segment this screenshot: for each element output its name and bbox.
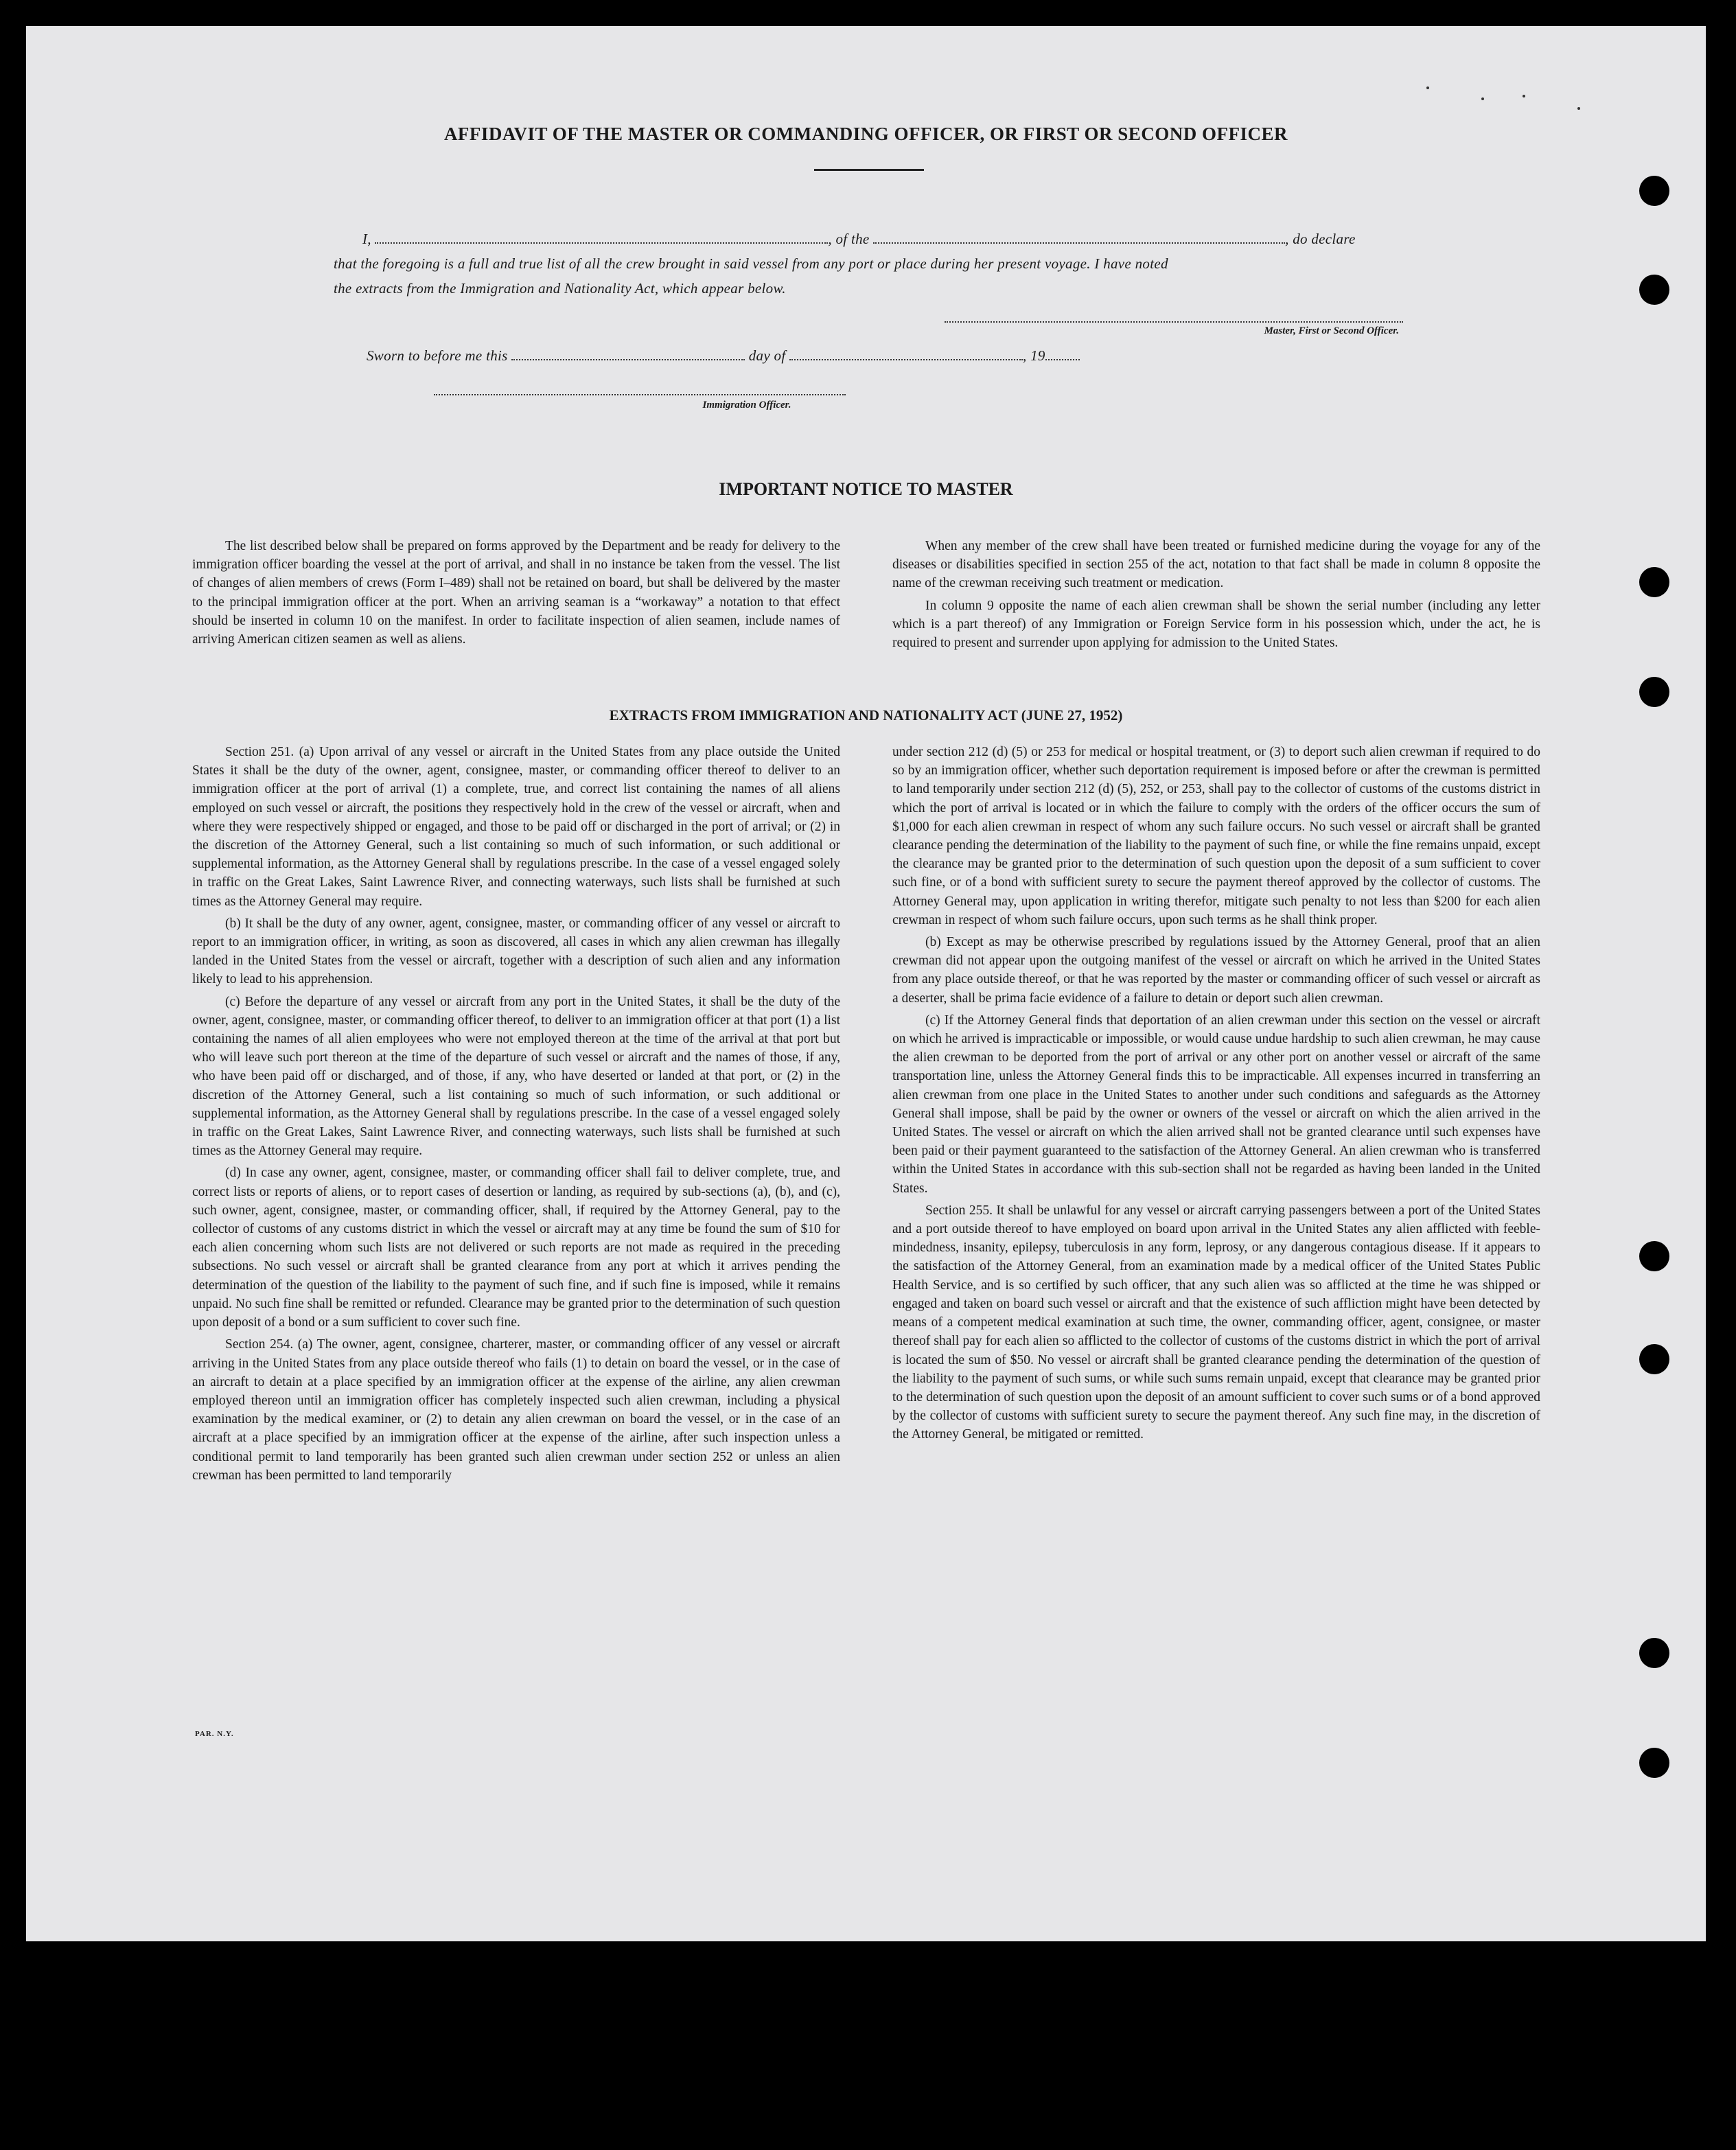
vessel-prefix: , of the: [828, 231, 870, 247]
notice-paragraph: The list described below shall be prepared on forms approved by the Department and be ready for delivery to the immigration officer boarding the vessel at the port of arrival, and shall in no instance be taken from the vessel. The list of changes of alien members of crews (Form I–489) shall not be retained on board, but shall be delivered by the master to the principal immigration officer at the port. When an arriving seaman is a “workaway” a notation to that effect should be inserted in column 10 on the manifest. In order to facilitate inspection of alien seamen, include names of arriving American citizen seamen as well as aliens.: [192, 539, 840, 647]
notice-right-column: [892, 537, 1540, 656]
punch-hole: [1639, 1241, 1669, 1271]
declaration-line-1: [362, 227, 1433, 251]
notice-heading: IMPORTANT NOTICE TO MASTER: [719, 479, 1013, 499]
printer-mark: PAR. N.Y.: [195, 1730, 234, 1738]
notice-paragraph: When any member of the crew shall have been treated or furnished medicine during the voyage for any of the diseases or disabilities specified in section 255 of the act, notation to that fact shall be made in column 8 opposite the name of the crewman receiving such treatment or medication.: [892, 539, 1540, 591]
declaration-line-2: that the foregoing is a full and true list of all the crew brought in said vessel from any port or place during her present voyage. I have noted: [334, 255, 1168, 272]
sworn-year-prefix: , 19: [1023, 347, 1045, 364]
scan-speck: [1523, 95, 1525, 97]
section-paragraph: Section 254. (a) The owner, agent, consignee, charterer, master, or commanding officer of any vessel or aircraft arriving in the United States from any place outside thereof who fails (1) to detain on board the vessel, or in the case of an aircraft to detain at a place specified by an immigration officer at the expense of the airline, any alien crewman employed thereon until an immigration officer has completely inspected such alien crewman, including a physical examination by the medical examiner, or (2) to detain any alien crewman on board the vessel, or in the case of an aircraft at a place specified by an immigration officer at the expense of the airline, after such inspection unless a conditional permit to land temporarily has been granted such alien crewman under section 252 or unless an alien crewman has been permitted to land temporarily: [192, 1337, 840, 1483]
master-signature-label: Master, First or Second Officer.: [1264, 325, 1399, 336]
affidavit-title: AFFIDAVIT OF THE MASTER OR COMMANDING OFFICER, OR FIRST OR SECOND OFFICER: [443, 124, 1288, 144]
document-page: [26, 26, 1706, 1941]
punch-hole: [1639, 275, 1669, 305]
section-paragraph: (b) Except as may be otherwise prescribed by regulations issued by the Attorney General, proof that an alien crewman did not appear upon the outgoing manifest of the vessel or aircraft on which he arrived in the United States from any place outside thereof, or that he was reported by the master or commanding officer of such vessel or aircraft as a deserter, shall be prima facie evidence of a failure to detain or deport such alien crewman.: [892, 935, 1540, 1006]
declaration-line-3: the extracts from the Immigration and Nationality Act, which appear below.: [334, 280, 786, 297]
section-paragraph: (c) If the Attorney General finds that deportation of an alien crewman under this section on the vessel or aircraft on which he arrived is impracticable or impossible, or would cause undue hardship to such alien crewman, he may cause the alien crewman to be deported from the port of arrival or any other port on another vessel or aircraft of the same transportation line, unless the Attorney General finds this to be impracticable. All expenses incurred in transferring an alien crewman from one place in the United States to another under such conditions and safeguards as the Attorney General shall impose, shall be paid by the owner or owners of the vessel or aircraft on which the alien arrived in the United States. The vessel or aircraft on which the alien arrived shall not be granted clearance until such expenses have been paid or their payment guaranteed to the satisfaction of the Attorney General. An alien crewman who is transferred within the United States in accordance with this sub-section shall not be regarded as having been landed in the United States.: [892, 1013, 1540, 1196]
declarant-name-field[interactable]: [375, 230, 828, 244]
declare-suffix: , do declare: [1285, 231, 1356, 247]
punch-hole: [1639, 567, 1669, 597]
sworn-month-field[interactable]: [789, 347, 1023, 360]
notice-paragraph: In column 9 opposite the name of each alien crewman shall be shown the serial number (including any letter which is a part thereof) of any Immigration or Foreign Service form in his possession which, under the act, he is required to present and surrender upon applying for admission to the United States.: [892, 598, 1540, 651]
section-paragraph: Section 251. (a) Upon arrival of any vessel or aircraft in the United States from any place outside the United States it shall be the duty of the owner, agent, consignee, master, or commanding officer thereof to deliver to an immigration officer at the port of arrival (1) a complete, true, and correct list containing the names of all aliens employed on such vessel or aircraft, the positions they respectively hold in the crew of the vessel or aircraft, when and where they were respectively shipped or engaged, and those to be paid off or discharged in the port of arrival; or (2) in the discretion of the Attorney General, such a list containing so much of such information, or such additional or supplemental information, as the Attorney General shall by regulations prescribe. In the case of a vessel engaged solely in traffic on the Great Lakes, Saint Lawrence River, and connecting waterways, such lists shall be furnished at such times as the Attorney General may require.: [192, 745, 840, 909]
officer-signature-label: Immigration Officer.: [702, 400, 791, 411]
section-paragraph: (c) Before the departure of any vessel or aircraft from any port in the United States, it shall be the duty of the owner, agent, consignee, master, or commanding officer thereof, to deliver to an immigration officer at that port (1) a list containing the names of all alien employees who were not employed thereon at the time of the arrival at that port but who will leave such port thereon at the time of the departure of such vessel or aircraft and the names of those, if any, who have been paid off or discharged, and of those, if any, who have deserted or landed at that port, or (2) in the discretion of the Attorney General, such a list containing so much of such information, or such additional or supplemental information, as the Attorney General shall by regulations prescribe. In the case of a vessel engaged solely in traffic on the Great Lakes, Saint Lawrence River, and connecting waterways, such lists shall be furnished at such times as the Attorney General may require.: [192, 994, 840, 1159]
title-divider: [814, 169, 924, 171]
sworn-year-field[interactable]: [1045, 347, 1080, 360]
notice-left-column: [192, 537, 840, 652]
punch-hole: [1639, 1638, 1669, 1668]
section-paragraph: Section 255. It shall be unlawful for any vessel or aircraft carrying passengers between a port of the United States and a port outside thereof to have employed on board upon arrival in the United States any alien afflicted with feeble-mindedness, insanity, epilepsy, tuberculosis in any form, leprosy, or any dangerous contagious disease. If it appears to the satisfaction of the Attorney General, from an examination made by a medical officer of the United States Public Health Service, and is so certified by such officer, that any such alien was so afflicted at the time he was shipped or engaged and taken on board such vessel or aircraft and that the existence of such affliction might have been detected by means of a competent medical examination at such time, the owner, commanding officer, agent, consignee, or master thereof shall pay for each alien so afflicted to the collector of customs of the customs district in which the port of arrival is located the sum of $50. No vessel or aircraft shall be granted clearance pending the determination of the question of the liability to the payment of such sums, or while such sums remain unpaid, except that clearance may be granted prior to the determination of such question upon the deposit of an amount sufficient to cover such sums or of a bond approved by the collector of customs with sufficient surety to secure the payment thereof. Any such fine may, in the discretion of the Attorney General, be mitigated or remitted.: [892, 1203, 1540, 1442]
punch-hole: [1639, 176, 1669, 206]
sworn-day-field[interactable]: [511, 347, 745, 360]
extracts-heading: EXTRACTS FROM IMMIGRATION AND NATIONALITY ACT (JUNE 27, 1952): [609, 707, 1123, 724]
scan-speck: [1426, 86, 1429, 89]
vessel-name-field[interactable]: [873, 230, 1285, 244]
punch-hole: [1639, 1748, 1669, 1778]
officer-signature-line[interactable]: [434, 394, 846, 395]
declarant-prefix: I,: [362, 231, 371, 247]
section-paragraph: under section 212 (d) (5) or 253 for medical or hospital treatment, or (3) to deport such alien crewman if required to do so by an immigration officer, whether such deportation requirement is imposed before or after the crewman is permitted to land temporarily under section 212 (d) (5), 252, or 253, shall pay to the collector of customs of the customs district in which the port of arrival is located or in which the failure to comply with the orders of the officer occurs the sum of $1,000 for each alien crewman in respect of whom any such failure occurs. No such vessel or aircraft shall be granted clearance pending the determination of the liability to the payment of such fine, or while the fine remains unpaid, except the clearance may be granted prior to the determination of such question upon the deposit of a sum sufficient to cover such fine, or of a bond with sufficient surety to secure the payment thereof approved by the collector of customs. The Attorney General may, upon application in writing therefor, mitigate such penalty to not less than $200 for each alien crewman in respect of whom such failure occurs, upon such terms as he shall think proper.: [892, 745, 1540, 927]
extracts-left-column: [192, 743, 840, 1488]
sworn-prefix: Sworn to before me this: [367, 347, 508, 364]
punch-hole: [1639, 677, 1669, 707]
master-signature-line[interactable]: [945, 321, 1403, 323]
section-paragraph: (d) In case any owner, agent, consignee, master, or commanding officer shall fail to deliver complete, true, and correct lists or reports of aliens, or to report cases of desertion or landing, as required by sub-sections (a), (b), and (c), such owner, agent, consignee, master, or commanding officer, shall, if required by the Attorney General, pay to the collector of customs of any customs district in which the vessel or aircraft may at any time be found the sum of $10 for each alien concerning whom such lists are not delivered or such reports are not made as required in the preceding subsections. No such vessel or aircraft shall be granted clearance from any port at which it arrives pending the determination of the question of the liability to the payment of such fine, and if such fine is imposed, while it remains unpaid. No such fine shall be remitted or refunded. Clearance may be granted prior to the determination of such question upon deposit of a bond or a sum sufficient to cover such fine.: [192, 1166, 840, 1330]
sworn-day-of: day of: [748, 347, 786, 364]
extracts-right-column: [892, 743, 1540, 1448]
section-paragraph: (b) It shall be the duty of any owner, agent, consignee, master, or commanding officer of any vessel or aircraft to report to an immigration officer, in writing, as soon as discovered, all cases in which any alien crewman has illegally landed in the United States from the vessel or aircraft, together with a description of such alien and any information likely to lead to his apprehension.: [192, 916, 840, 987]
scan-speck: [1577, 107, 1580, 110]
sworn-line: [367, 343, 1259, 368]
scan-speck: [1481, 97, 1484, 100]
punch-hole: [1639, 1344, 1669, 1374]
